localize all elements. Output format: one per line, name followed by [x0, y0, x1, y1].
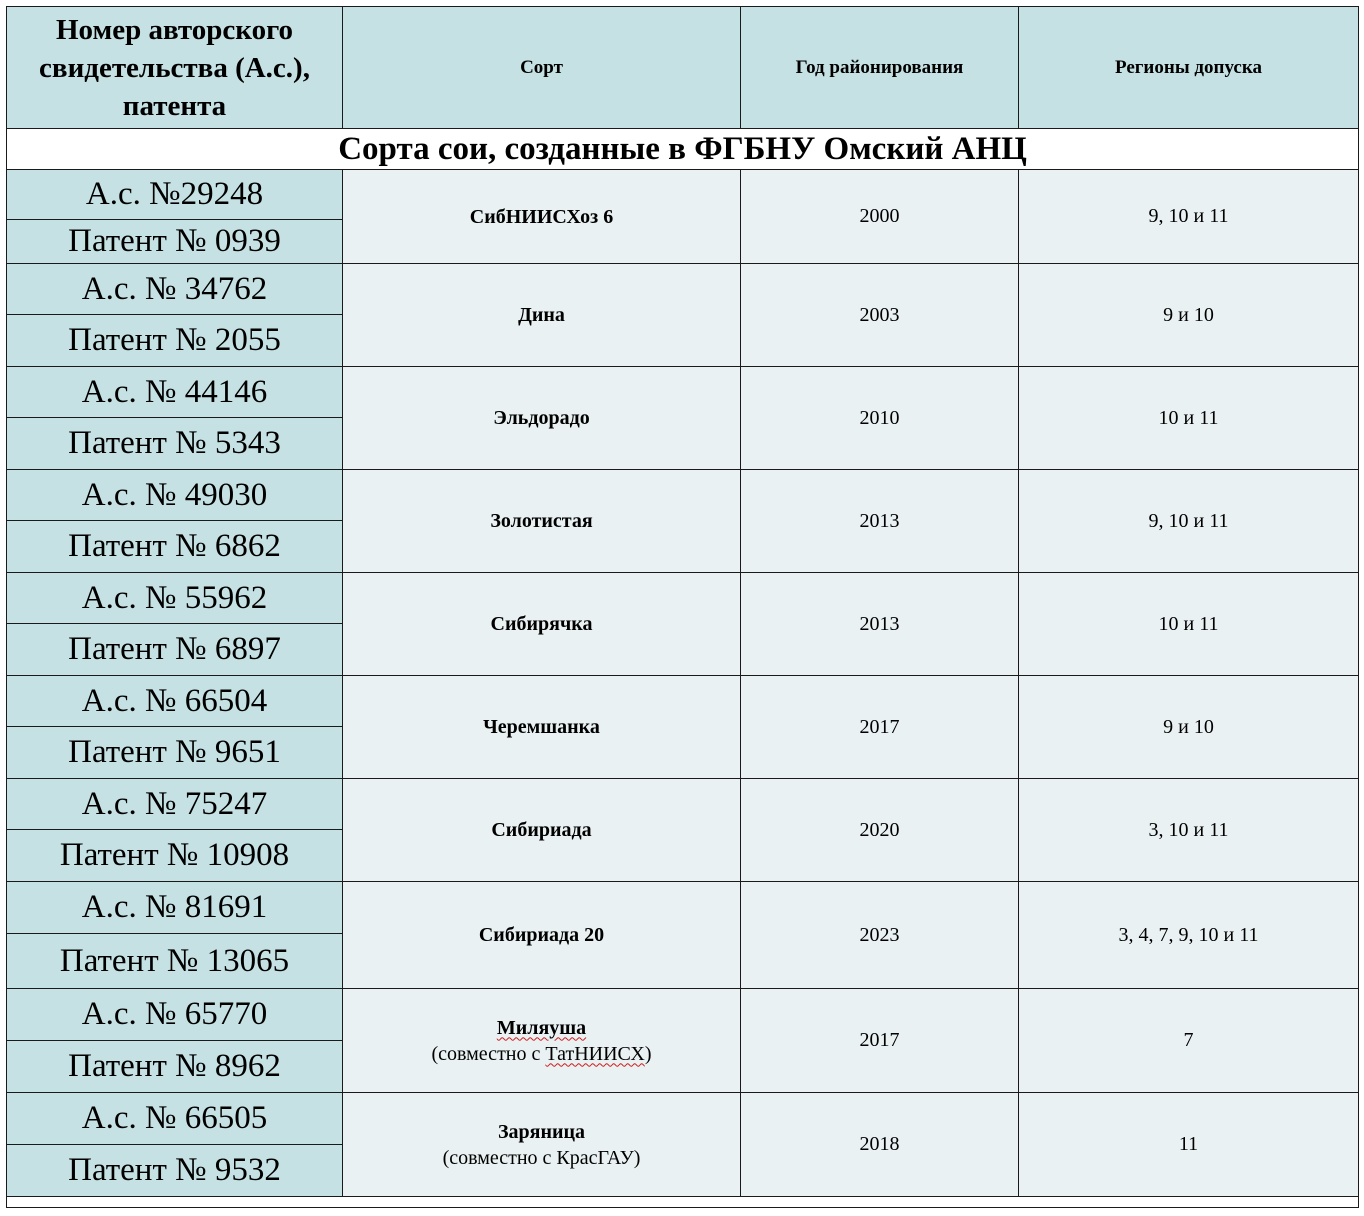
certificate-number: А.с. № 75247: [7, 779, 343, 830]
zoning-year: 2017: [741, 676, 1019, 779]
table-tail-row: [7, 1197, 1359, 1208]
patent-number: Патент № 9651: [7, 727, 343, 779]
patent-number: Патент № 13065: [7, 934, 343, 989]
variety-name-text: Дина: [518, 304, 565, 326]
variety-name-text: Сибириада 20: [478, 924, 605, 946]
admission-regions: 11: [1019, 1093, 1359, 1197]
zoning-year: 2023: [741, 882, 1019, 989]
variety-name: [343, 1093, 741, 1197]
variety-name: [343, 470, 741, 573]
variety-name-text: Эльдорадо: [493, 407, 590, 429]
table-row: [7, 779, 1359, 830]
table-continuation: [7, 1197, 1359, 1208]
admission-regions: 9, 10 и 11: [1019, 470, 1359, 573]
admission-regions: 10 и 11: [1019, 573, 1359, 676]
patent-number: Патент № 9532: [7, 1145, 343, 1197]
admission-regions: 9 и 10: [1019, 676, 1359, 779]
table-row: [7, 1093, 1359, 1145]
admission-regions: 7: [1019, 989, 1359, 1093]
zoning-year: 2013: [741, 573, 1019, 676]
certificate-number: А.с. № 66505: [7, 1093, 343, 1145]
table-row: [7, 470, 1359, 521]
varieties-table-wrapper: [6, 6, 1358, 1208]
header-year-label: Год районирования: [795, 56, 964, 78]
variety-name-text: Сибириада: [491, 819, 592, 841]
certificate-number: А.с. № 44146: [7, 367, 343, 418]
table-row: [7, 367, 1359, 418]
patent-number: Патент № 0939: [7, 220, 343, 264]
certificate-number: А.с. № 49030: [7, 470, 343, 521]
table-row: [7, 676, 1359, 727]
admission-regions: 9, 10 и 11: [1019, 170, 1359, 264]
variety-name: [343, 989, 741, 1093]
zoning-year: 2013: [741, 470, 1019, 573]
admission-regions: 10 и 11: [1019, 367, 1359, 470]
variety-name-text: Черемшанка: [483, 716, 600, 738]
variety-name: [343, 573, 741, 676]
patent-number: Патент № 8962: [7, 1041, 343, 1093]
section-row: [7, 129, 1359, 170]
zoning-year: 2010: [741, 367, 1019, 470]
variety-name: [343, 779, 741, 882]
variety-name-text: Сибирячка: [490, 613, 593, 635]
variety-name: [343, 367, 741, 470]
variety-name: [343, 264, 741, 367]
note-suffix: ): [644, 1042, 652, 1065]
patent-number: Патент № 10908: [7, 830, 343, 882]
certificate-number: А.с. № 65770: [7, 989, 343, 1041]
zoning-year: 2000: [741, 170, 1019, 264]
admission-regions: 9 и 10: [1019, 264, 1359, 367]
note-prefix: (совместно с: [431, 1042, 546, 1065]
certificate-number: А.с. № 55962: [7, 573, 343, 624]
table-row: [7, 170, 1359, 220]
zoning-year: 2003: [741, 264, 1019, 367]
variety-name: [343, 882, 741, 989]
table-row: [7, 264, 1359, 315]
admission-regions: 3, 10 и 11: [1019, 779, 1359, 882]
header-variety: Сорт: [343, 7, 741, 129]
patent-number: Патент № 2055: [7, 315, 343, 367]
header-regions: Регионы допуска: [1019, 7, 1359, 129]
variety-name-text: Золотистая: [490, 510, 593, 532]
zoning-year: 2017: [741, 989, 1019, 1093]
certificate-number: А.с. № 66504: [7, 676, 343, 727]
table-row: [7, 989, 1359, 1041]
header-year: [741, 7, 1019, 129]
patent-number: Патент № 6862: [7, 521, 343, 573]
variety-name: [343, 676, 741, 779]
soy-varieties-table: [6, 6, 1359, 1208]
certificate-number: А.с. №29248: [7, 170, 343, 220]
patent-number: Патент № 5343: [7, 418, 343, 470]
certificate-number: А.с. № 81691: [7, 882, 343, 934]
table-row: [7, 882, 1359, 934]
note-organization: ТатНИИСХ: [545, 1042, 645, 1065]
header-row: [7, 7, 1359, 129]
patent-number: Патент № 6897: [7, 624, 343, 676]
variety-name-text: СибНИИСХоз 6: [469, 205, 614, 228]
certificate-number: А.с. № 34762: [7, 264, 343, 315]
table-row: [7, 573, 1359, 624]
section-title: Сорта сои, созданные в ФГБНУ Омский АНЦ: [7, 129, 1359, 170]
header-number: Номер авторского свидетельства (А.с.), патента: [7, 7, 343, 129]
zoning-year: 2018: [741, 1093, 1019, 1197]
zoning-year: 2020: [741, 779, 1019, 882]
variety-name-note: (совместно с КрасГАУ): [442, 1146, 641, 1169]
admission-regions: 3, 4, 7, 9, 10 и 11: [1019, 882, 1359, 989]
variety-name-text: Миляуша: [496, 1016, 587, 1039]
variety-name-text: Заряница: [497, 1120, 586, 1143]
variety-name: [343, 170, 741, 264]
variety-name-note: [343, 1041, 740, 1067]
